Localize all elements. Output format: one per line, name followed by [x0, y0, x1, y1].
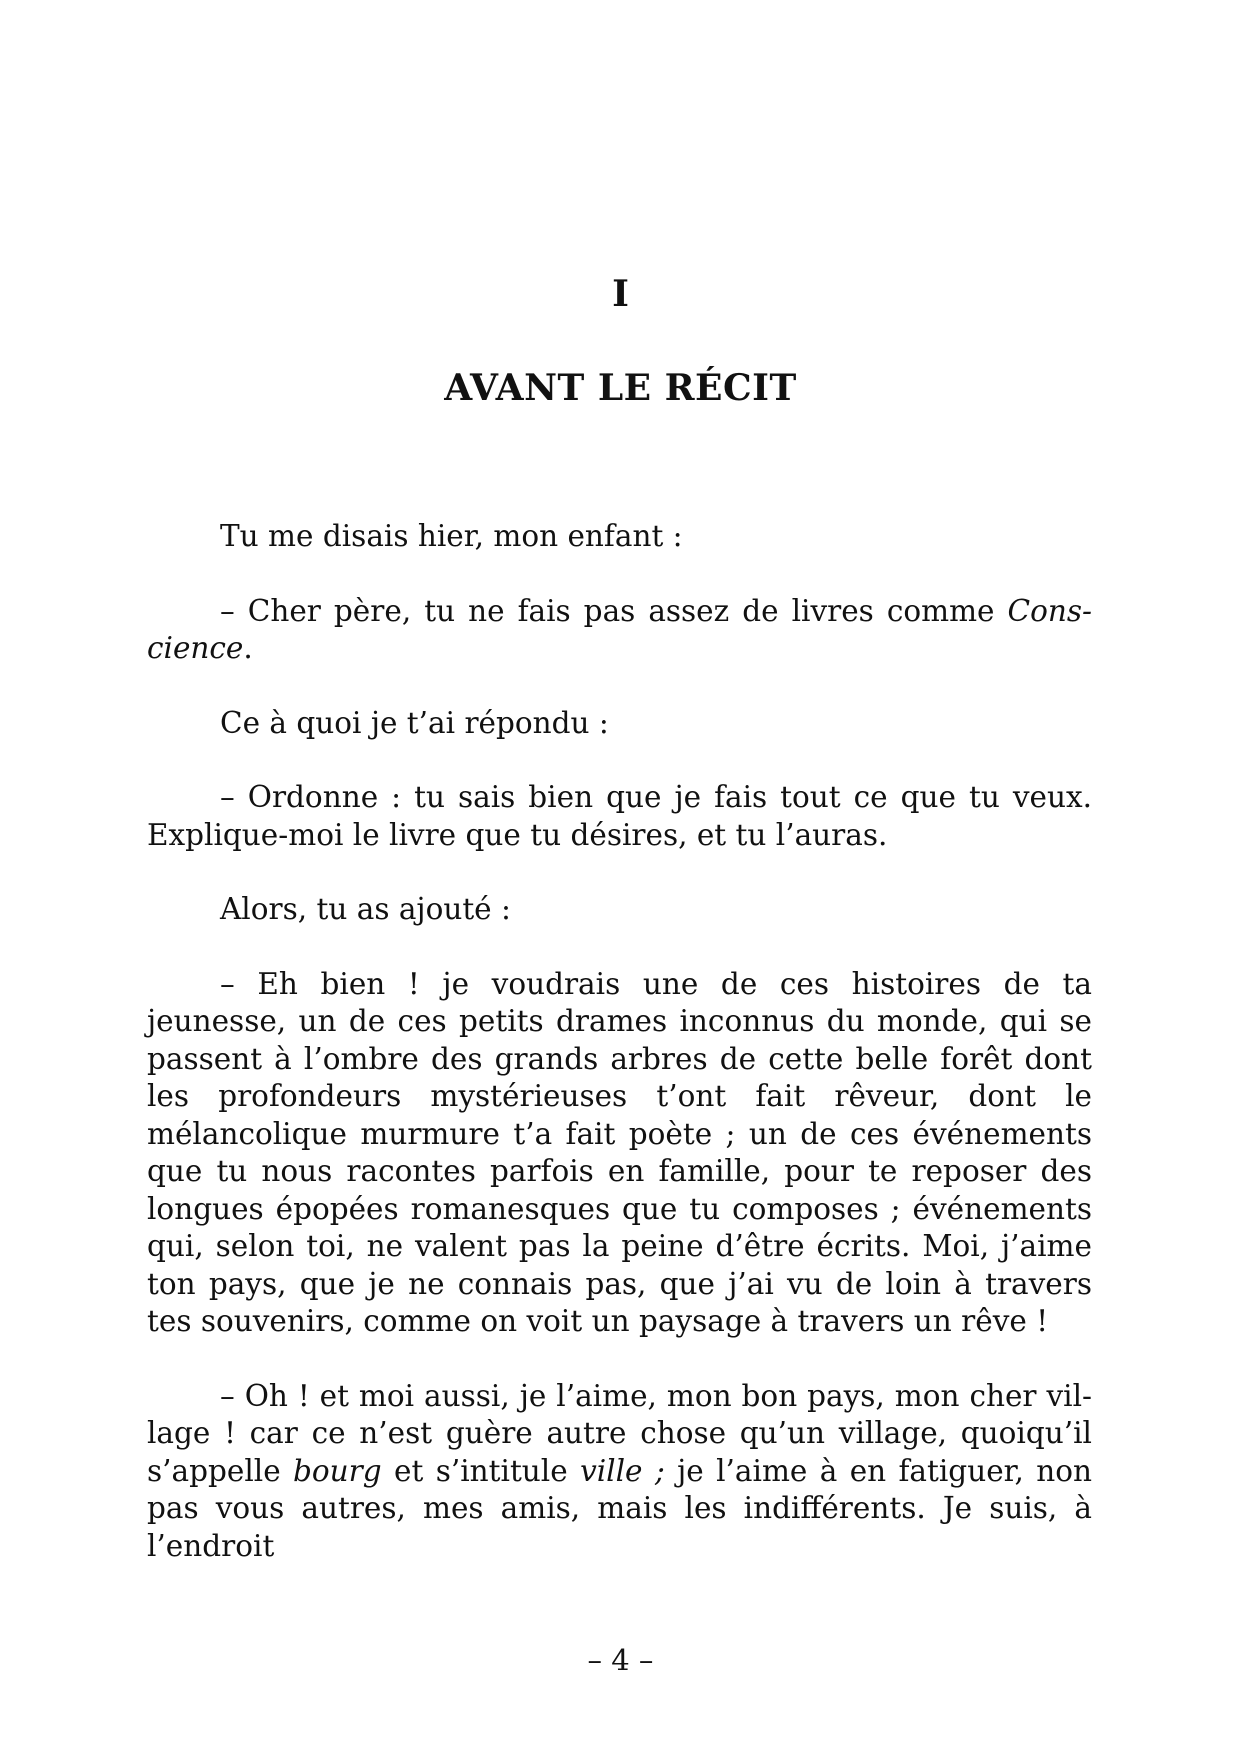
emphasis-word: ville ;: [580, 1453, 665, 1488]
paragraph: [147, 593, 1092, 668]
chapter-number: I: [612, 273, 629, 315]
paragraph-text: – Oh ! et moi aussi, je l’aime, mon bon pays, mon cher village ! car ce n’est guère autre chose qu’un village, quoiqu’il s’appelle: [147, 1378, 1092, 1488]
paragraph-text: je l’aime à en fatiguer, non pas vous autres, mes amis, mais les indifférents. Je suis, à l’endroit: [147, 1453, 1093, 1563]
paragraph: Alors, tu as ajouté :: [220, 892, 511, 926]
paragraph-text: – Cher père, tu ne fais pas assez de livres comme: [220, 593, 1008, 628]
paragraph-text: .: [243, 631, 253, 665]
paragraph: Tu me disais hier, mon enfant :: [220, 519, 683, 553]
paragraph: – Eh bien ! je voudrais une de ces histoires de ta jeunesse, un de ces petits drames inconnus du monde, qui se passent à l’ombre des grands arbres de cette belle forêt dont les profondeurs mystérieuses t’ont fait rêveur, dont le mélancolique murmure t’a fait poète ; un de ces événements que tu nous racontes parfois en famille, pour te reposer des longues épopées romanesques que tu composes ; événements qui, selon toi, ne valent pas la peine d’être écrits. Moi, j’aime ton pays, que je ne connais pas, que j’ai vu de loin à travers tes souvenirs, comme on voit un paysage à travers un rêve !: [147, 966, 1092, 1338]
chapter-title: AVANT LE RÉCIT: [444, 367, 797, 409]
paragraph-text: et s’intitule: [381, 1453, 581, 1488]
body-text: [147, 518, 1092, 1565]
emphasis-word: bourg: [293, 1453, 382, 1488]
emphasis-title: Conscience: [147, 593, 1092, 665]
page-number: – 4 –: [587, 1643, 654, 1677]
paragraph: [147, 1378, 1092, 1566]
paragraph: Ce à quoi je t’ai répondu :: [220, 705, 609, 740]
paragraph: – Ordonne : tu sais bien que je fais tout ce que tu veux. Explique-moi le livre que tu désires, et tu l’auras.: [147, 780, 1092, 852]
